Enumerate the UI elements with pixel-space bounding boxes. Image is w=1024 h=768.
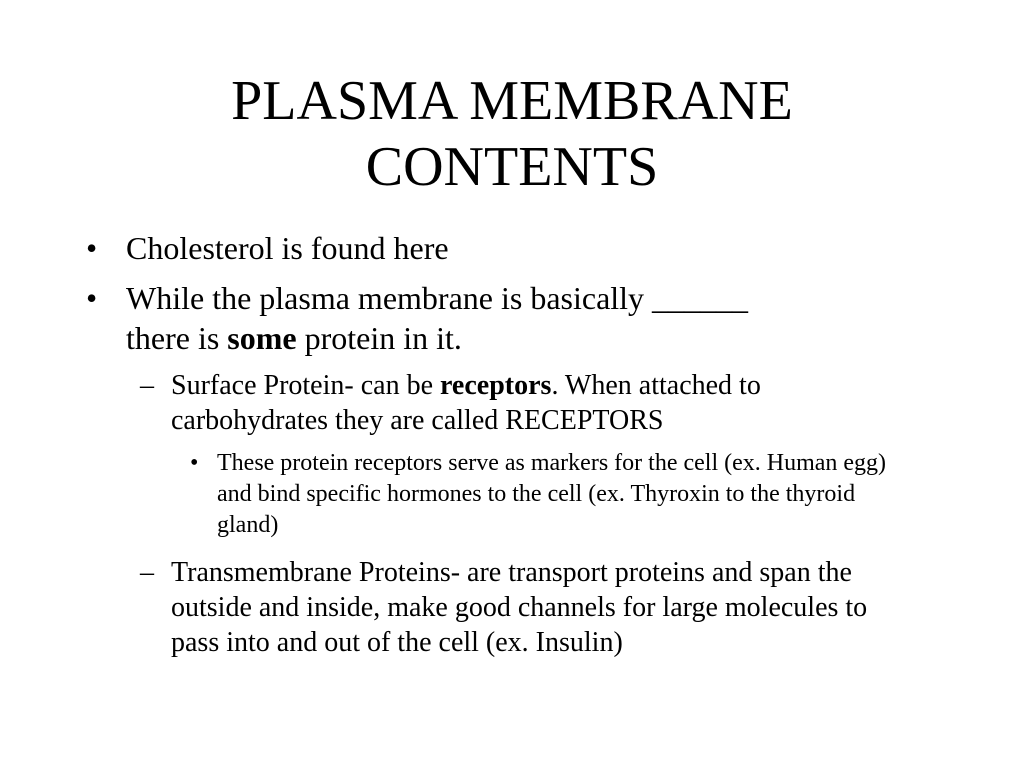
bullet-text: Cholesterol is found here [126,230,449,266]
bullet-marker: • [86,280,98,316]
sub-sub-bullet-receptors [0,448,1024,541]
sub-bullet-surface-protein [0,368,1024,438]
bullet-bold-some: some [227,320,297,356]
bullet-text-line-1: While the plasma membrane is basically ______ [126,280,749,316]
sub-bullet-text-after: . When attached to carbohydrates they are called RECEPTORS [171,370,761,436]
title-line-1: PLASMA MEMBRANE [231,70,793,132]
sub-sub-bullet-text: These protein receptors serve as markers for the cell (ex. Human egg) and bind specific hormones to the cell (ex. Thyroxin to the thyroid gland) [217,450,887,538]
bullet-marker: • [190,450,199,476]
bullet-cholesterol [0,228,1024,268]
bullet-text-line-2-after: protein in it. [296,320,462,356]
bullet-plasma-membrane [0,278,1024,358]
dash-marker: – [140,370,154,401]
sub-bullet-text-before: Surface Protein- can be [171,370,440,401]
sub-bullet-transmembrane [0,555,1024,660]
slide-body [0,228,1024,670]
bullet-text-line-2-before: there is [126,320,228,356]
sub-bullet-text: Transmembrane Proteins- are transport proteins and span the outside and inside, make good channels for large molecules to pass into and out of the cell (ex. Insulin) [171,557,868,658]
title-line-2: CONTENTS [365,136,659,198]
sub-bullet-bold-receptors: receptors [440,370,552,401]
bullet-marker: • [86,230,98,266]
dash-marker: – [140,557,154,588]
slide-title [0,68,1024,200]
